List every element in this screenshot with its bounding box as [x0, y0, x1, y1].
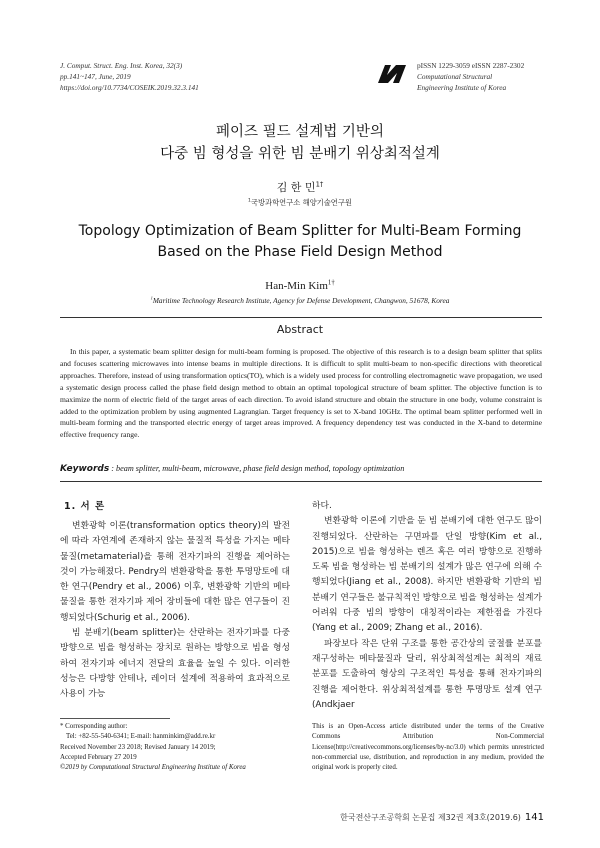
english-affiliation	[0, 296, 600, 305]
issn-block	[417, 60, 577, 93]
korean-affiliation-mark: 1	[248, 198, 251, 204]
received-dates: Received November 23 2018; Revised January 14 2019;	[60, 743, 216, 751]
korean-author-mark: 1†	[315, 180, 324, 189]
korean-title-line-1: 페이즈 필드 설계법 기반의	[216, 124, 384, 140]
journal-citation-block	[60, 60, 280, 93]
keywords-label: Keywords	[60, 464, 110, 474]
body-paragraph: 빔 분배기(beam splitter)는 산란하는 전자기파를 다중 방향으로 빔을 형성하는 장치로 원하는 방향으로 빔을 형성하여 전자기파 에너지 전달의 효율을 높일 수 있다. 이러한 성능은 다방향 안테나, 레이더 설계에 적용하여 효과적으로 사용이 가능	[60, 628, 290, 700]
page-number: 141	[524, 812, 544, 823]
korean-affiliation	[0, 198, 600, 208]
pages-line: pp.141~147, June, 2019	[60, 72, 131, 81]
abstract-heading: Abstract	[276, 323, 324, 336]
english-affiliation-text: Maritime Technology Research Institute, Agency for Defense Development, Changwon, 51678, Korea	[152, 296, 450, 305]
footnote-rule	[60, 718, 170, 719]
coseik-logo-icon	[376, 63, 408, 85]
body-paragraph: 변환광학 이론에 기반을 둔 빔 분배기에 대한 연구도 많이 진행되었다. 산란하는 구면파를 단일 방향(Kim et al., 2015)으로 빔을 형성하는 렌즈 혹은 여러 방향으로 진행하도록 빔을 형성하는 빔 분배기의 설계가 많은 연구에 의해 수행되었다(Jiang et al., 2008). 하지만 변환광학 기반의 빔 분배기 연구들은 불규칙적인 방향으로 빔을 형성하는 설계가 어려워 다중 빔의 방향이 대칭적이라는 제한점을 가진다(Yang et al., 2009; Zhang et al., 2016).	[312, 516, 542, 634]
body-paragraph: 파장보다 작은 단위 구조를 통한 공간상의 굴절률 분포를 재구성하는 메타물질과 달리, 위상최적설계는 최적의 재료 분포를 도출하여 형상의 구조적인 특성을 통해 전자기파의 진행을 제어한다. 위상최적설계를 통한 투명망토 설계 연구(Andkjaer	[312, 638, 542, 710]
abstract-text: In this paper, a systematic beam splitter design for multi-beam forming is proposed. The objective of this research is to a design beam splitter that splits and focuses scattering microwaves into intense beams in multiple directions. It is difficult to split multi-beam to non-specific directions with theoretical approaches. Therefore, instead of using transformation optics(TO), which is a widely used process for controlling electromagnetic wave propagation, we used a systematic design process called the phase field design method to obtain an optimal topological structure of beam splitter. The objective function is to maximize the norm of electric field of the target areas of each direction. To avoid island structure and obtain the structure in one body, volume constraint is added to the optimization problem by using augmented Lagrangian. Target frequency is set to X-band 10GHz. The optimal beam splitter performed well in multi-beam forming and the transported electric energy of target areas improved. A frequency dependency test was conducted in the X-band to determine effective frequency range.	[60, 347, 542, 440]
contact-info: Tel: +82-55-540-6341; E-mail: hanminkim@add.re.kr	[66, 733, 216, 741]
english-title-line-1: Topology Optimization of Beam Splitter for Multi-Beam Forming	[78, 223, 522, 239]
society-line-1: Computational Structural	[417, 72, 493, 81]
body-paragraph: 하다.	[312, 501, 332, 511]
korean-title	[0, 121, 600, 165]
korean-title-line-2: 다중 빔 형성을 위한 빔 분배기 위상최적설계	[160, 146, 440, 162]
corresponding-author: * Corresponding author:	[60, 723, 128, 730]
journal-line: J. Comput. Struct. Eng. Inst. Korea, 32(3)	[60, 61, 183, 70]
english-title-line-2: Based on the Phase Field Design Method	[157, 244, 443, 260]
footnote-left	[60, 722, 300, 773]
korean-author	[0, 179, 600, 195]
page-footer	[300, 812, 544, 823]
society-line-2: Engineering Institute of Korea	[417, 83, 507, 92]
open-access-notice: This is an Open-Access article distributed under the terms of the Creative Commons Attribution Non-Commercial License(http://creativecommons.org/licenses/by-nc/3.0) which permits unrestricted non-commercial use, distribution, and reproduction in any medium, provided the original work is properly cited.	[312, 723, 544, 772]
korean-author-name: 김 한 민	[276, 181, 316, 194]
english-author-mark: 1†	[327, 279, 335, 287]
keywords	[60, 464, 542, 474]
korean-affiliation-text: 국방과학연구소 해양기술연구원	[250, 198, 352, 207]
doi-link[interactable]: https://doi.org/10.7734/COSEIK.2019.32.3.141	[60, 83, 199, 92]
section-title-introduction: 1. 서 론	[64, 501, 106, 512]
english-affiliation-mark: 1	[150, 295, 153, 301]
body-column-right	[312, 499, 542, 713]
body-column-left	[60, 519, 290, 703]
english-title	[0, 221, 600, 263]
footer-journal: 한국전산구조공학회 논문집 제32권 제3호(2019.6)	[340, 813, 521, 822]
abstract-top-rule	[60, 317, 542, 318]
english-author	[0, 280, 600, 292]
accepted-date: Accepted February 27 2019	[60, 753, 137, 761]
copyright: ©2019 by Computational Structural Engineering Institute of Korea	[60, 764, 246, 772]
issn-line: pISSN 1229-3059 eISSN 2287-2302	[417, 61, 525, 70]
english-author-name: Han-Min Kim	[265, 280, 328, 292]
body-paragraph: 변환광학 이론(transformation optics theory)의 발전에 따라 자연계에 존재하지 않는 물질적 특성을 가지는 메타물질(metamaterial)을 통해 전자기파의 진행을 제어하는 것이 가능해졌다. Pendry의 변환광학을 통한 투명망토에 대한 연구(Pendry et al., 2006) 이후, 변환광학 기반의 메타물질을 통한 전자기파 제어 장비들에 대한 많은 연구들이 진행되었다(Schurig et al., 2006).	[60, 521, 290, 623]
abstract-bottom-rule	[60, 481, 542, 482]
keywords-text: : beam splitter, multi-beam, microwave, phase field design method, topology optimization	[109, 464, 405, 473]
